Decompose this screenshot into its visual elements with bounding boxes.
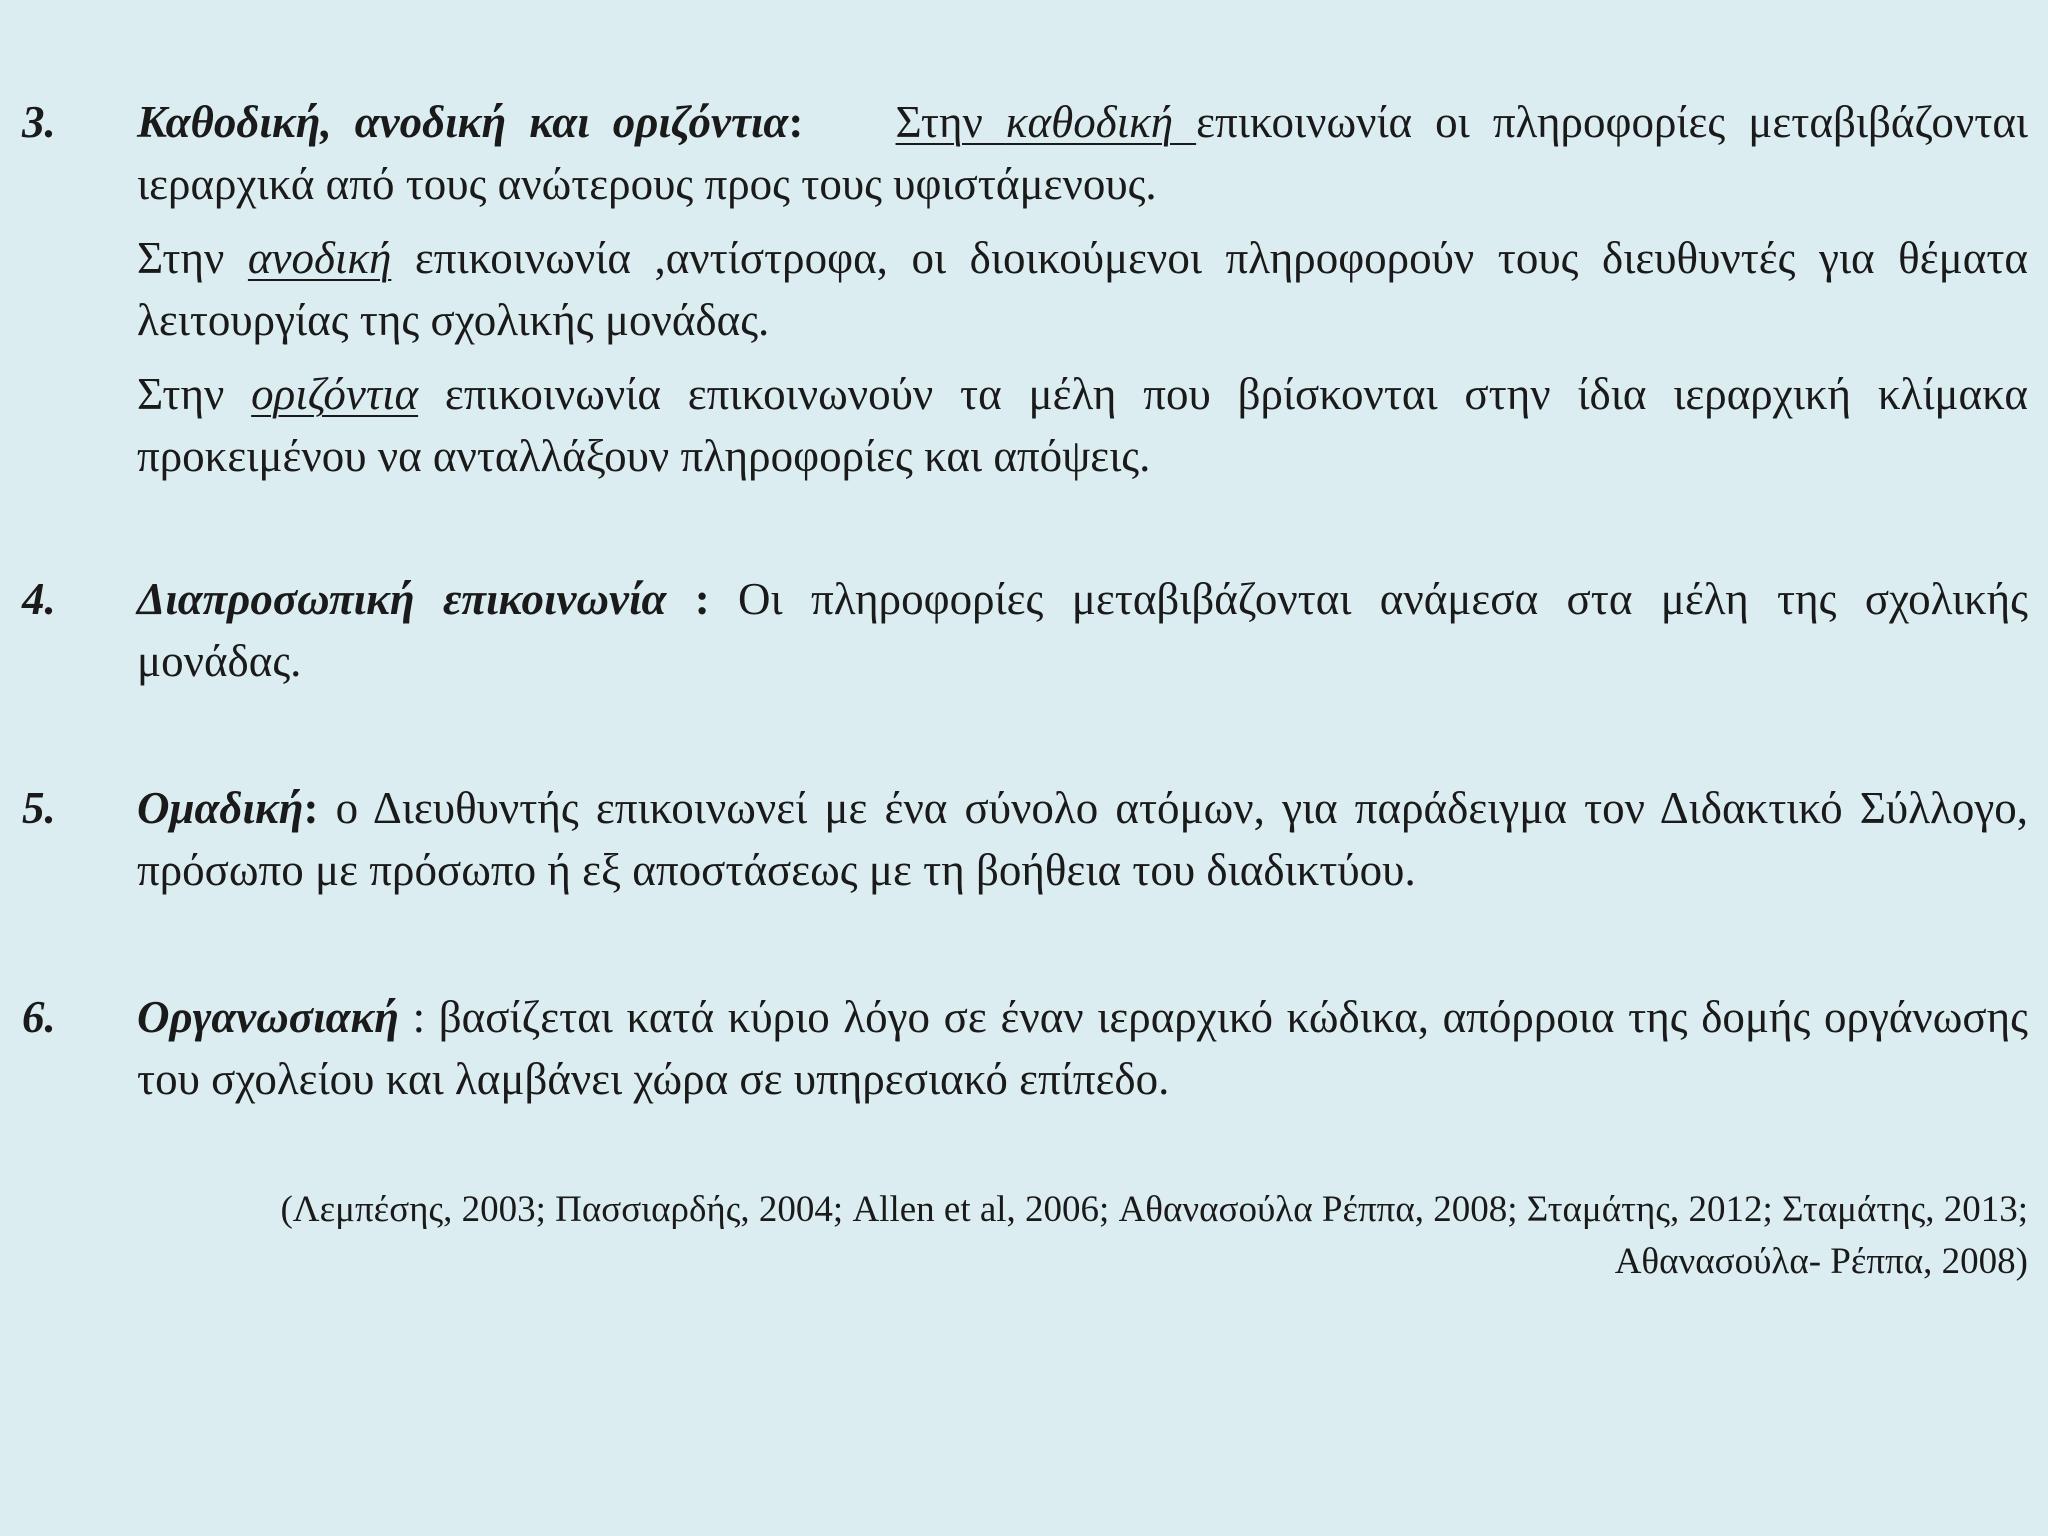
paragraph-text: επικοινωνία οι πληροφορίες μεταβιβάζονται ιεραρχικά από τους ανώτερους προς τους υφιστάμενους. [137, 97, 2028, 209]
citation-line-1: (Λεμπέσης, 2003; Πασσιαρδής, 2004; Allen et al, 2006; Αθανασούλα Ρέππα, 2008; Σταμάτης, 2012; Σταμάτης, 2013; [280, 1189, 2028, 1230]
list-item-6 [22, 986, 2028, 1110]
paragraph-text: επικοινωνία επικοινωνούν τα μέλη που βρίσκονται στην ίδια ιεραρχική κλίμακα προκειμένου να ανταλλάξουν πληροφορίες και απόψεις. [137, 369, 2028, 481]
item-number: 5. [22, 783, 56, 833]
underlined-italic-term: οριζόντια [251, 369, 419, 419]
paragraph [137, 777, 2028, 901]
item-term: Οργανωσιακή [137, 992, 400, 1042]
item-number: 4. [22, 574, 56, 624]
item-term: Καθοδική, ανοδική και οριζόντια [137, 97, 789, 147]
paragraph-horizontal [137, 363, 2028, 487]
list-item-3 [22, 91, 2028, 487]
paragraph-ascending [137, 227, 2028, 351]
paragraph [137, 568, 2028, 692]
item-number: 6. [22, 992, 56, 1042]
paragraph [137, 986, 2028, 1110]
item-term: Ομαδική [137, 783, 304, 833]
paragraph-text: : βασίζεται κατά κύριο λόγο σε έναν ιεραρχικό κώδικα, απόρροια της δομής οργάνωσης του σχολείου και λαμβάνει χώρα σε υπηρεσιακό επίπεδο. [137, 992, 2028, 1104]
item-number: 3. [22, 97, 56, 147]
list-item-4 [22, 568, 2028, 692]
underlined-plain-text: Στην [895, 97, 1006, 147]
paragraph-text: ο Διευθυντής επικοινωνεί με ένα σύνολο ατόμων, για παράδειγμα τον Διδακτικό Σύλλογο, πρόσωπο με πρόσωπο ή εξ αποστάσεως με τη βοήθεια του διαδικτύου. [137, 783, 2028, 895]
paragraph-descending [137, 91, 2028, 215]
item-term: Διαπροσωπική επικοινωνία [137, 574, 667, 624]
underlined-italic-term: ανοδική [247, 233, 392, 283]
citation-line-2: Αθανασούλα- Ρέππα, 2008) [1614, 1241, 2028, 1282]
term-colon: : [666, 574, 710, 624]
underlined-italic-term: καθοδική [1005, 97, 1197, 147]
underlined-descending [896, 97, 1197, 147]
paragraph-lead: Στην [137, 369, 252, 419]
term-colon: : [788, 97, 804, 147]
citation [140, 1184, 2028, 1288]
list-item-5 [22, 777, 2028, 901]
paragraph-lead: Στην [137, 233, 248, 283]
term-colon: : [303, 783, 319, 833]
paragraph-text: επικοινωνία ,αντίστροφα, οι διοικούμενοι πληροφορούν τους διευθυντές για θέματα λειτουργίας της σχολικής μονάδας. [137, 233, 2028, 345]
paragraph-text: Οι πληροφορίες μεταβιβάζονται ανάμεσα στα μέλη της σχολικής μονάδας. [137, 574, 2028, 686]
